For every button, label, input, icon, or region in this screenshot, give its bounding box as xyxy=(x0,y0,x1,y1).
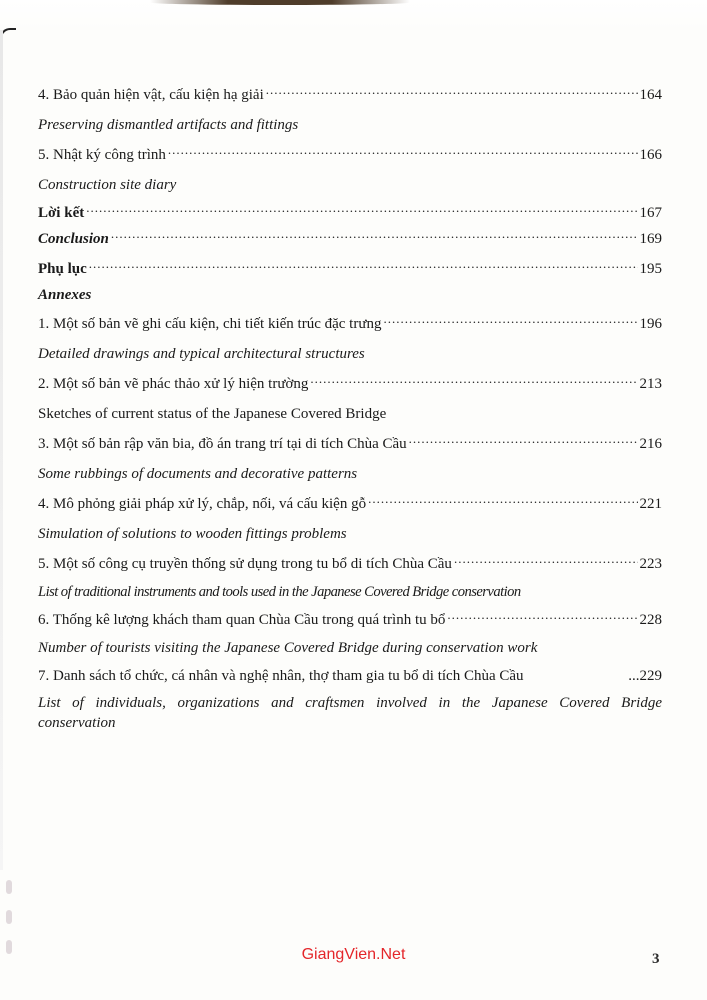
toc-entry-page: 228 xyxy=(639,612,662,628)
toc-leader-dots xyxy=(168,145,638,159)
toc-entry-page: 167 xyxy=(639,205,662,221)
toc-leader-dots xyxy=(89,259,638,273)
toc-leader-dots xyxy=(383,314,637,328)
toc-entry-title: 6. Thống kê lượng khách tham quan Chùa Cầu trong quá trình tu bổ xyxy=(38,612,446,628)
toc-entry xyxy=(38,553,662,575)
toc-entry xyxy=(38,493,662,515)
toc-entry xyxy=(38,665,662,687)
toc-entry-english: Annexes xyxy=(38,287,92,303)
toc-entry-title: 1. Một số bản vẽ ghi cấu kiện, chi tiết kiến trúc đặc trưng xyxy=(38,316,382,332)
toc-entry-english: Simulation of solutions to wooden fittings problems xyxy=(38,526,347,542)
toc-entry xyxy=(38,84,662,106)
toc-entry-english: Sketches of current status of the Japanese Covered Bridge xyxy=(38,406,387,422)
toc-entry-english: List of individuals, organizations and craftsmen involved in the Japanese Covered Bridge conservation xyxy=(38,695,662,731)
toc-entry-page: 196 xyxy=(639,316,662,332)
toc-entry xyxy=(38,258,662,280)
toc-entry-page: ...229 xyxy=(628,668,662,684)
toc-entry-title: 3. Một số bản rập văn bia, đồ án trang trí tại di tích Chùa Cầu xyxy=(38,436,407,452)
toc-entry-english: Construction site diary xyxy=(38,177,177,193)
toc-entry-english: Some rubbings of documents and decorative patterns xyxy=(38,466,358,482)
toc-leader-dots xyxy=(310,374,637,388)
toc-leader-dots xyxy=(86,203,637,217)
toc-entry xyxy=(38,433,662,455)
toc-entry-page: 166 xyxy=(639,147,662,163)
toc-leader-dots xyxy=(454,554,638,568)
toc-entry xyxy=(38,609,662,631)
toc-leader-dots xyxy=(447,610,637,624)
toc-entry-english: Detailed drawings and typical architectural structures xyxy=(38,346,365,362)
toc-entry-english: Number of tourists visiting the Japanese Covered Bridge during conservation work xyxy=(38,640,538,656)
toc-entry-english: List of traditional instruments and tools used in the Japanese Covered Bridge conservation xyxy=(38,584,521,600)
toc-entry xyxy=(38,373,662,395)
page-top-edge xyxy=(0,0,707,30)
toc-entry-page: 221 xyxy=(639,496,662,512)
toc-entry xyxy=(38,313,662,335)
toc-entry-title: Conclusion xyxy=(38,231,109,247)
toc-leader-dots xyxy=(111,229,638,243)
toc-entry-page: 213 xyxy=(639,376,662,392)
toc-entry-title: 5. Một số công cụ truyền thống sử dụng trong tu bổ di tích Chùa Cầu xyxy=(38,556,452,572)
toc-entry-title: Lời kết xyxy=(38,205,85,221)
toc-entry-page: 164 xyxy=(639,87,662,103)
watermark: GiangVien.Net xyxy=(301,946,406,963)
toc-entry-title: 7. Danh sách tổ chức, cá nhân và nghệ nhân, thợ tham gia tu bổ di tích Chùa Cầu xyxy=(38,668,524,684)
toc-entry-title: 5. Nhật ký công trình xyxy=(38,147,166,163)
toc-entry xyxy=(38,202,662,224)
toc-entry-title: Phụ lục xyxy=(38,261,87,277)
toc-entry-title: 4. Mô phỏng giải pháp xử lý, chắp, nối, vá cấu kiện gỗ xyxy=(38,496,367,512)
toc-leader-dots xyxy=(409,434,638,448)
toc-entry-page: 223 xyxy=(639,556,662,572)
toc-entry-page: 169 xyxy=(639,231,662,247)
toc-leader-dots xyxy=(368,494,637,508)
page-number: 3 xyxy=(652,951,660,967)
table-of-contents xyxy=(38,84,662,733)
toc-entry-title: 4. Bảo quản hiện vật, cấu kiện hạ giải xyxy=(38,87,264,103)
toc-entry-title: 2. Một số bản vẽ phác thảo xử lý hiện trường xyxy=(38,376,309,392)
toc-leader-dots xyxy=(266,85,638,99)
toc-entry-page: 195 xyxy=(639,261,662,277)
toc-entry-page: 216 xyxy=(639,436,662,452)
page-left-edge xyxy=(0,30,3,870)
toc-entry-english: Preserving dismantled artifacts and fittings xyxy=(38,117,299,133)
toc-entry xyxy=(38,144,662,166)
toc-entry xyxy=(38,228,662,250)
